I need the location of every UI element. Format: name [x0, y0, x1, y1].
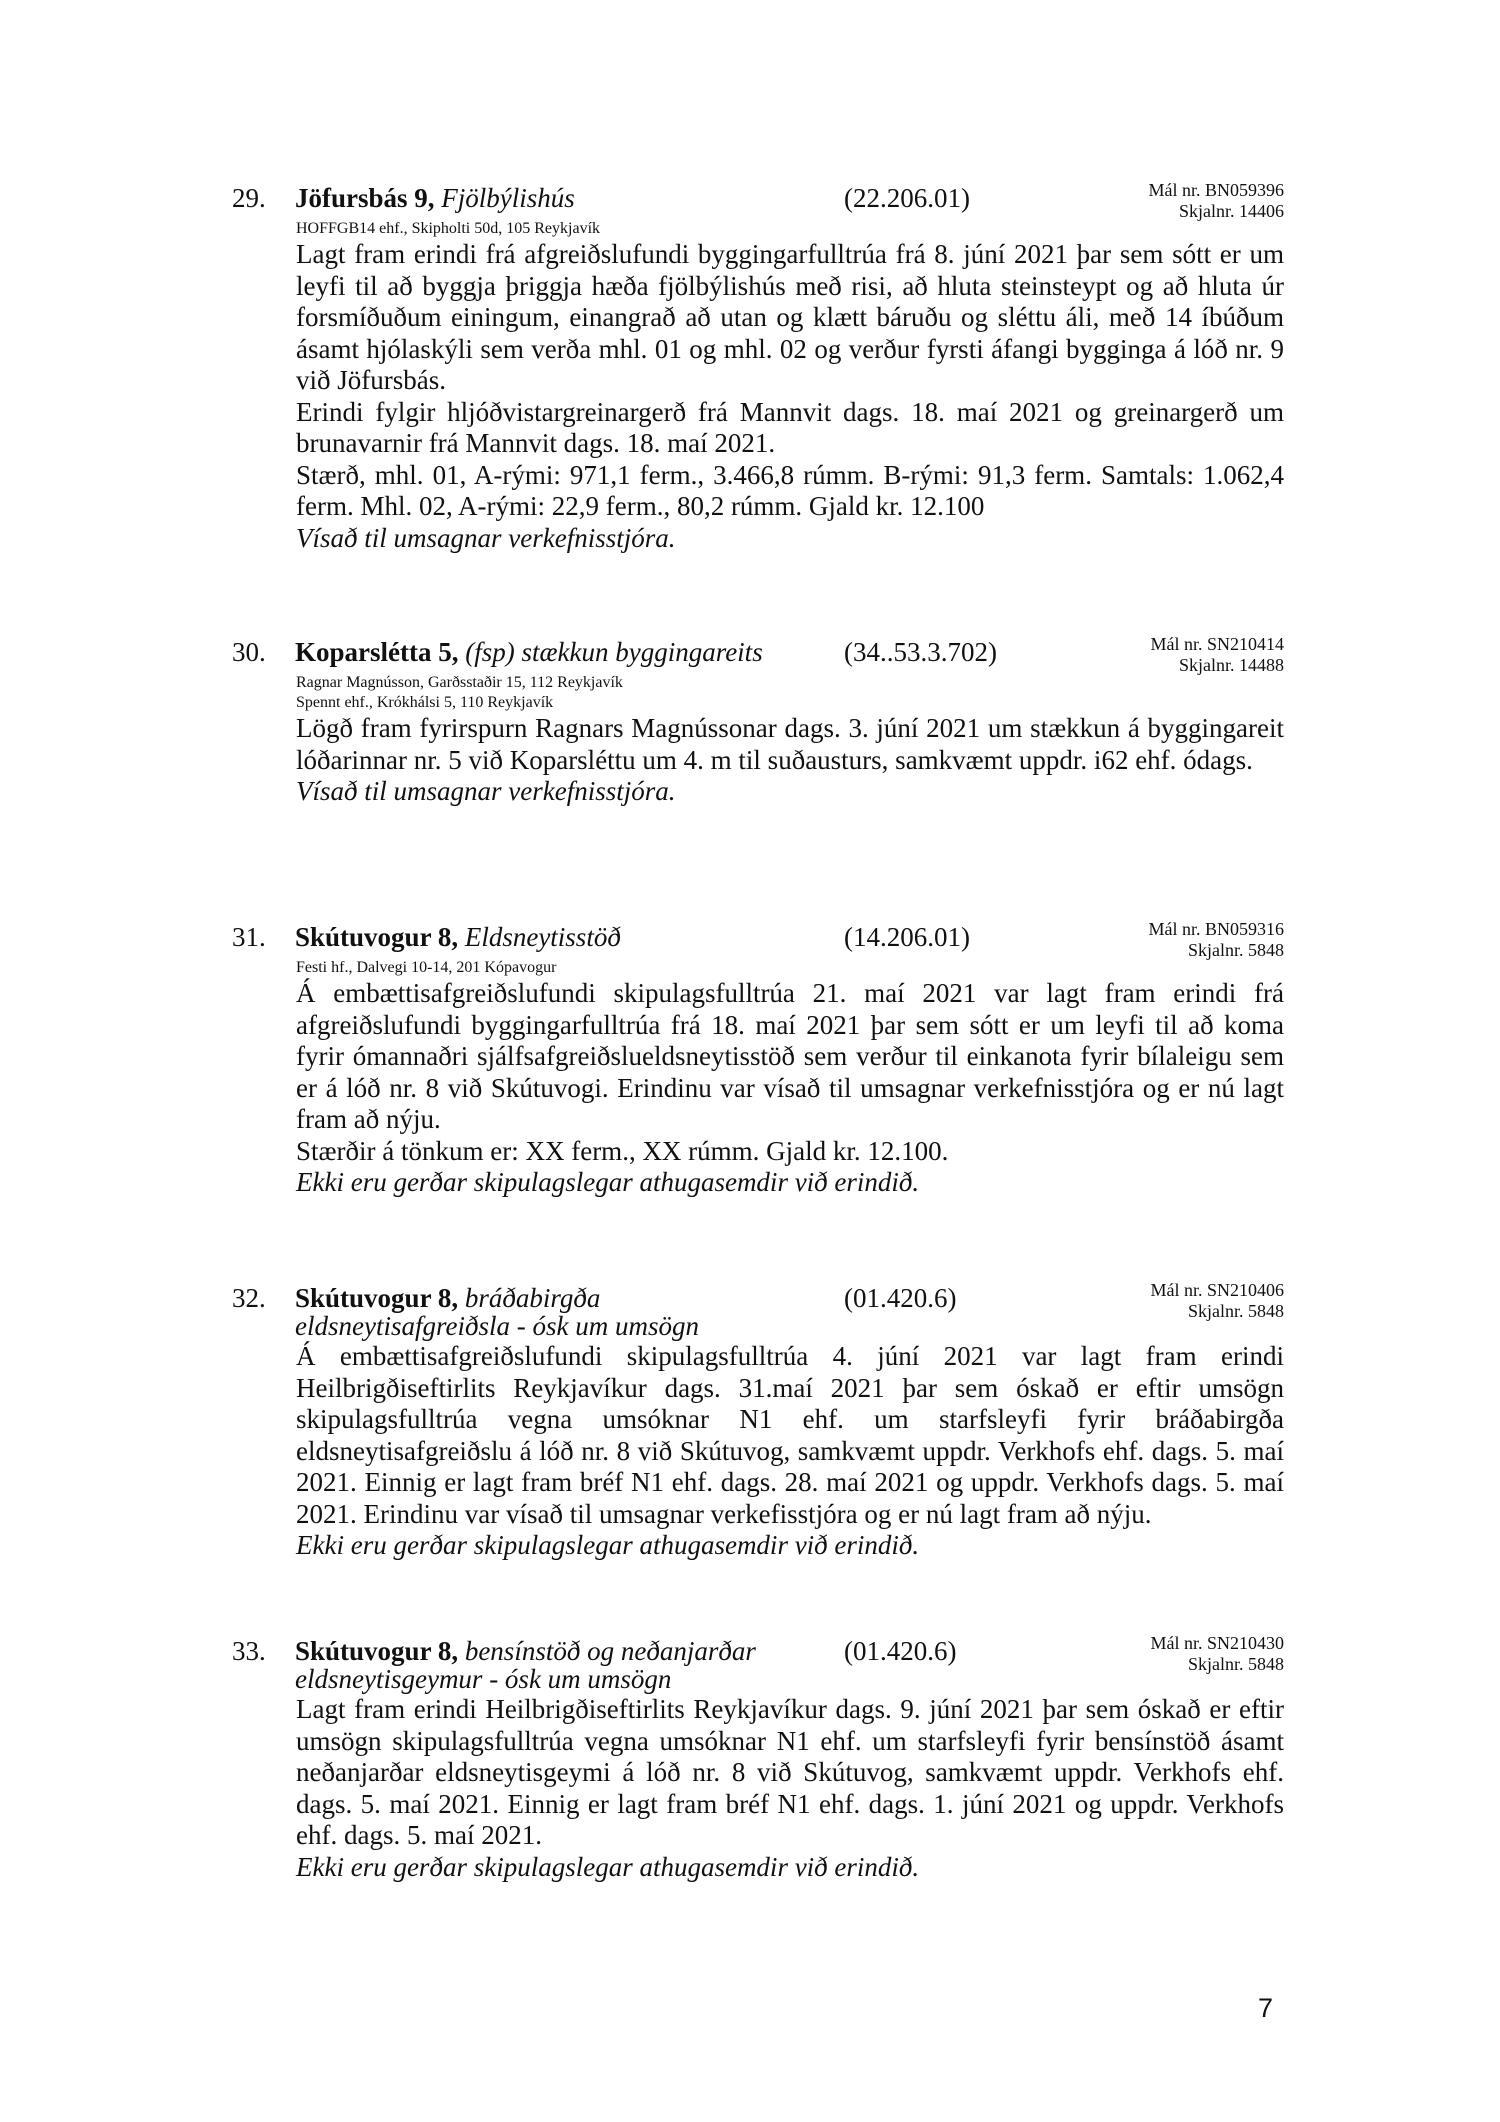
agenda-item-32 [232, 1280, 1284, 1562]
case-meta [1148, 919, 1284, 961]
paragraph: Á embættisafgreiðslufundi skipulagsfulltrúa 21. maí 2021 var lagt fram erindi frá afgreiðslufundi byggingarfulltrúa frá 18. maí 2021 þar sem sótt er um leyfi til að koma fyrir ómannaðri sjálfsafgreiðslueldsneytisstöð sem verður til einkanota fyrir bílaleigu sem er á lóð nr. 8 við Skútuvogi. Erindinu var vísað til umsagnar verkefnisstjóra og er nú lagt fram að nýju. [296, 978, 1284, 1134]
item-address: Skútuvogur 8, [295, 1283, 459, 1313]
item-subject: Fjölbýlishús [441, 183, 575, 213]
item-subject-continued: eldsneytisgeymur - ósk um umsögn [295, 1664, 672, 1694]
item-subject: bráðabirgða [464, 1283, 601, 1313]
case-meta [1150, 1280, 1284, 1322]
paragraph: Lagt fram erindi frá afgreiðslufundi byggingarfulltrúa frá 8. júní 2021 þar sem sótt er um leyfi til að byggja þriggja hæða fjölbýlishús með risi, að hluta steinsteypt og að hluta úr forsmíðuðum einingum, einangrað að utan og klætt báruðu og sléttu áli, með 14 íbúðum ásamt hjólaskýli sem verða mhl. 01 og mhl. 02 og verður fyrsti áfangi bygginga á lóð nr. 9 við Jöfursbás. [296, 239, 1284, 395]
conclusion: Ekki eru gerðar skipulagslegar athugasemdir við erindið. [296, 1530, 920, 1560]
applicant: HOFFGB14 ehf., Skipholti 50d, 105 Reykjavík [296, 220, 601, 237]
paragraph: Erindi fylgir hljóðvistargreinargerð frá Mannvit dags. 18. maí 2021 og greinargerð um brunavarnir frá Mannvit dags. 18. maí 2021. [296, 396, 1284, 458]
agenda-item-29 [232, 180, 1284, 554]
item-number: 30. [232, 637, 266, 667]
agenda-item-33 [232, 1633, 1284, 1883]
item-body [296, 239, 1284, 554]
applicant: Spennt ehf., Krókhálsi 5, 110 Reykjavík [296, 694, 554, 711]
paragraph: Stærðir á tönkum er: XX ferm., XX rúmm. Gjald kr. 12.100. [296, 1135, 949, 1166]
property-code: (14.206.01) [844, 922, 970, 952]
item-header [232, 919, 1284, 960]
item-subject: Eldsneytisstöð [464, 922, 621, 952]
paragraph: Á embættisafgreiðslufundi skipulagsfulltrúa 4. júní 2021 var lagt fram erindi Heilbrigðiseftirlits Reykjavíkur dags. 31.maí 2021 þar sem óskað er eftir umsögn skipulagsfulltrúa vegna umsóknar N1 ehf. um starfsleyfi fyrir bráðabirgða eldsneytisafgreiðslu á lóð nr. 8 við Skútuvog, samkvæmt uppdr. Verkhofs ehf. dags. 5. maí 2021. Einnig er lagt fram bréf N1 ehf. dags. 28. maí 2021 og uppdr. Verkhofs dags. 5. maí 2021. Erindinu var vísað til umsagnar verkefisstjóra og er nú lagt fram að nýju. [296, 1341, 1284, 1529]
item-address: Koparslétta 5, [295, 637, 459, 667]
document-number: Skjalnr. 5848 [1187, 940, 1284, 960]
item-header [232, 1633, 1284, 1674]
item-number: 32. [232, 1283, 266, 1313]
property-code: (01.420.6) [844, 1636, 957, 1666]
conclusion: Vísað til umsagnar verkefnisstjóra. [296, 522, 676, 553]
case-meta [1150, 634, 1284, 676]
case-number: Mál nr. SN210406 [1150, 1280, 1284, 1300]
property-code: (01.420.6) [844, 1283, 957, 1313]
item-subject-continued: eldsneytisafgreiðsla - ósk um umsögn [295, 1311, 699, 1341]
item-number: 33. [232, 1636, 266, 1666]
case-meta [1150, 1633, 1284, 1675]
applicant: Ragnar Magnússon, Garðsstaðir 15, 112 Reykjavík [296, 674, 623, 691]
paragraph: Lögð fram fyrirspurn Ragnars Magnússonar dags. 3. júní 2021 um stækkun á byggingareit lóðarinnar nr. 5 við Koparsléttu um 4. m til suðausturs, samkvæmt uppdr. i62 ehf. ódags. [296, 713, 1284, 775]
item-header [232, 1280, 1284, 1321]
case-number: Mál nr. BN059316 [1148, 919, 1284, 939]
paragraph: Stærð, mhl. 01, A-rými: 971,1 ferm., 3.466,8 rúmm. B-rými: 91,3 ferm. Samtals: 1.062,4 ferm. Mhl. 02, A-rými: 22,9 ferm., 80,2 rúmm. Gjald kr. 12.100 [296, 459, 1284, 521]
item-header [232, 180, 1284, 221]
item-number: 31. [232, 922, 266, 952]
item-title [295, 1636, 756, 1667]
document-number: Skjalnr. 5848 [1187, 1301, 1284, 1321]
item-body [296, 978, 1284, 1199]
item-address: Skútuvogur 8, [295, 922, 459, 952]
conclusion: Vísað til umsagnar verkefnisstjóra. [296, 776, 676, 806]
case-meta [1148, 180, 1284, 222]
item-title [295, 1283, 600, 1314]
property-code: (22.206.01) [844, 183, 970, 213]
conclusion: Ekki eru gerðar skipulagslegar athugasemdir við erindið. [296, 1851, 920, 1882]
case-number: Mál nr. SN210430 [1150, 1633, 1284, 1653]
applicant: Festi hf., Dalvegi 10-14, 201 Kópavogur [296, 959, 557, 976]
document-number: Skjalnr. 5848 [1187, 1654, 1284, 1674]
item-header [232, 634, 1284, 675]
conclusion: Ekki eru gerðar skipulagslegar athugasemdir við erindið. [296, 1167, 920, 1197]
item-title [295, 922, 621, 953]
item-title [295, 183, 575, 214]
item-body [296, 713, 1284, 808]
item-title [295, 637, 763, 668]
page-number: 7 [1258, 1993, 1274, 2023]
item-number: 29. [232, 183, 266, 213]
document-number: Skjalnr. 14488 [1178, 655, 1284, 675]
item-address: Skútuvogur 8, [295, 1636, 459, 1666]
item-body [296, 1341, 1284, 1562]
document-number: Skjalnr. 14406 [1178, 201, 1284, 221]
case-number: Mál nr. SN210414 [1150, 634, 1284, 654]
item-address: Jöfursbás 9, [295, 183, 435, 213]
paragraph: Lagt fram erindi Heilbrigðiseftirlits Reykjavíkur dags. 9. júní 2021 þar sem óskað er eftir umsögn skipulagsfulltrúa vegna umsóknar N1 ehf. um starfsleyfi fyrir bensínstöð ásamt neðanjarðar eldsneytisgeymi á lóð nr. 8 við Skútuvog, samkvæmt uppdr. Verkhofs ehf. dags. 5. maí 2021. Einnig er lagt fram bréf N1 ehf. dags. 1. júní 2021 og uppdr. Verkhofs ehf. dags. 5. maí 2021. [296, 1694, 1284, 1850]
agenda-item-30 [232, 634, 1284, 808]
case-number: Mál nr. BN059396 [1148, 180, 1284, 200]
item-subject: bensínstöð og neðanjarðar [464, 1636, 756, 1666]
item-body [296, 1694, 1284, 1883]
item-subject: (fsp) stækkun byggingareits [465, 637, 763, 667]
agenda-item-31 [232, 919, 1284, 1199]
property-code: (34..53.3.702) [844, 637, 997, 667]
